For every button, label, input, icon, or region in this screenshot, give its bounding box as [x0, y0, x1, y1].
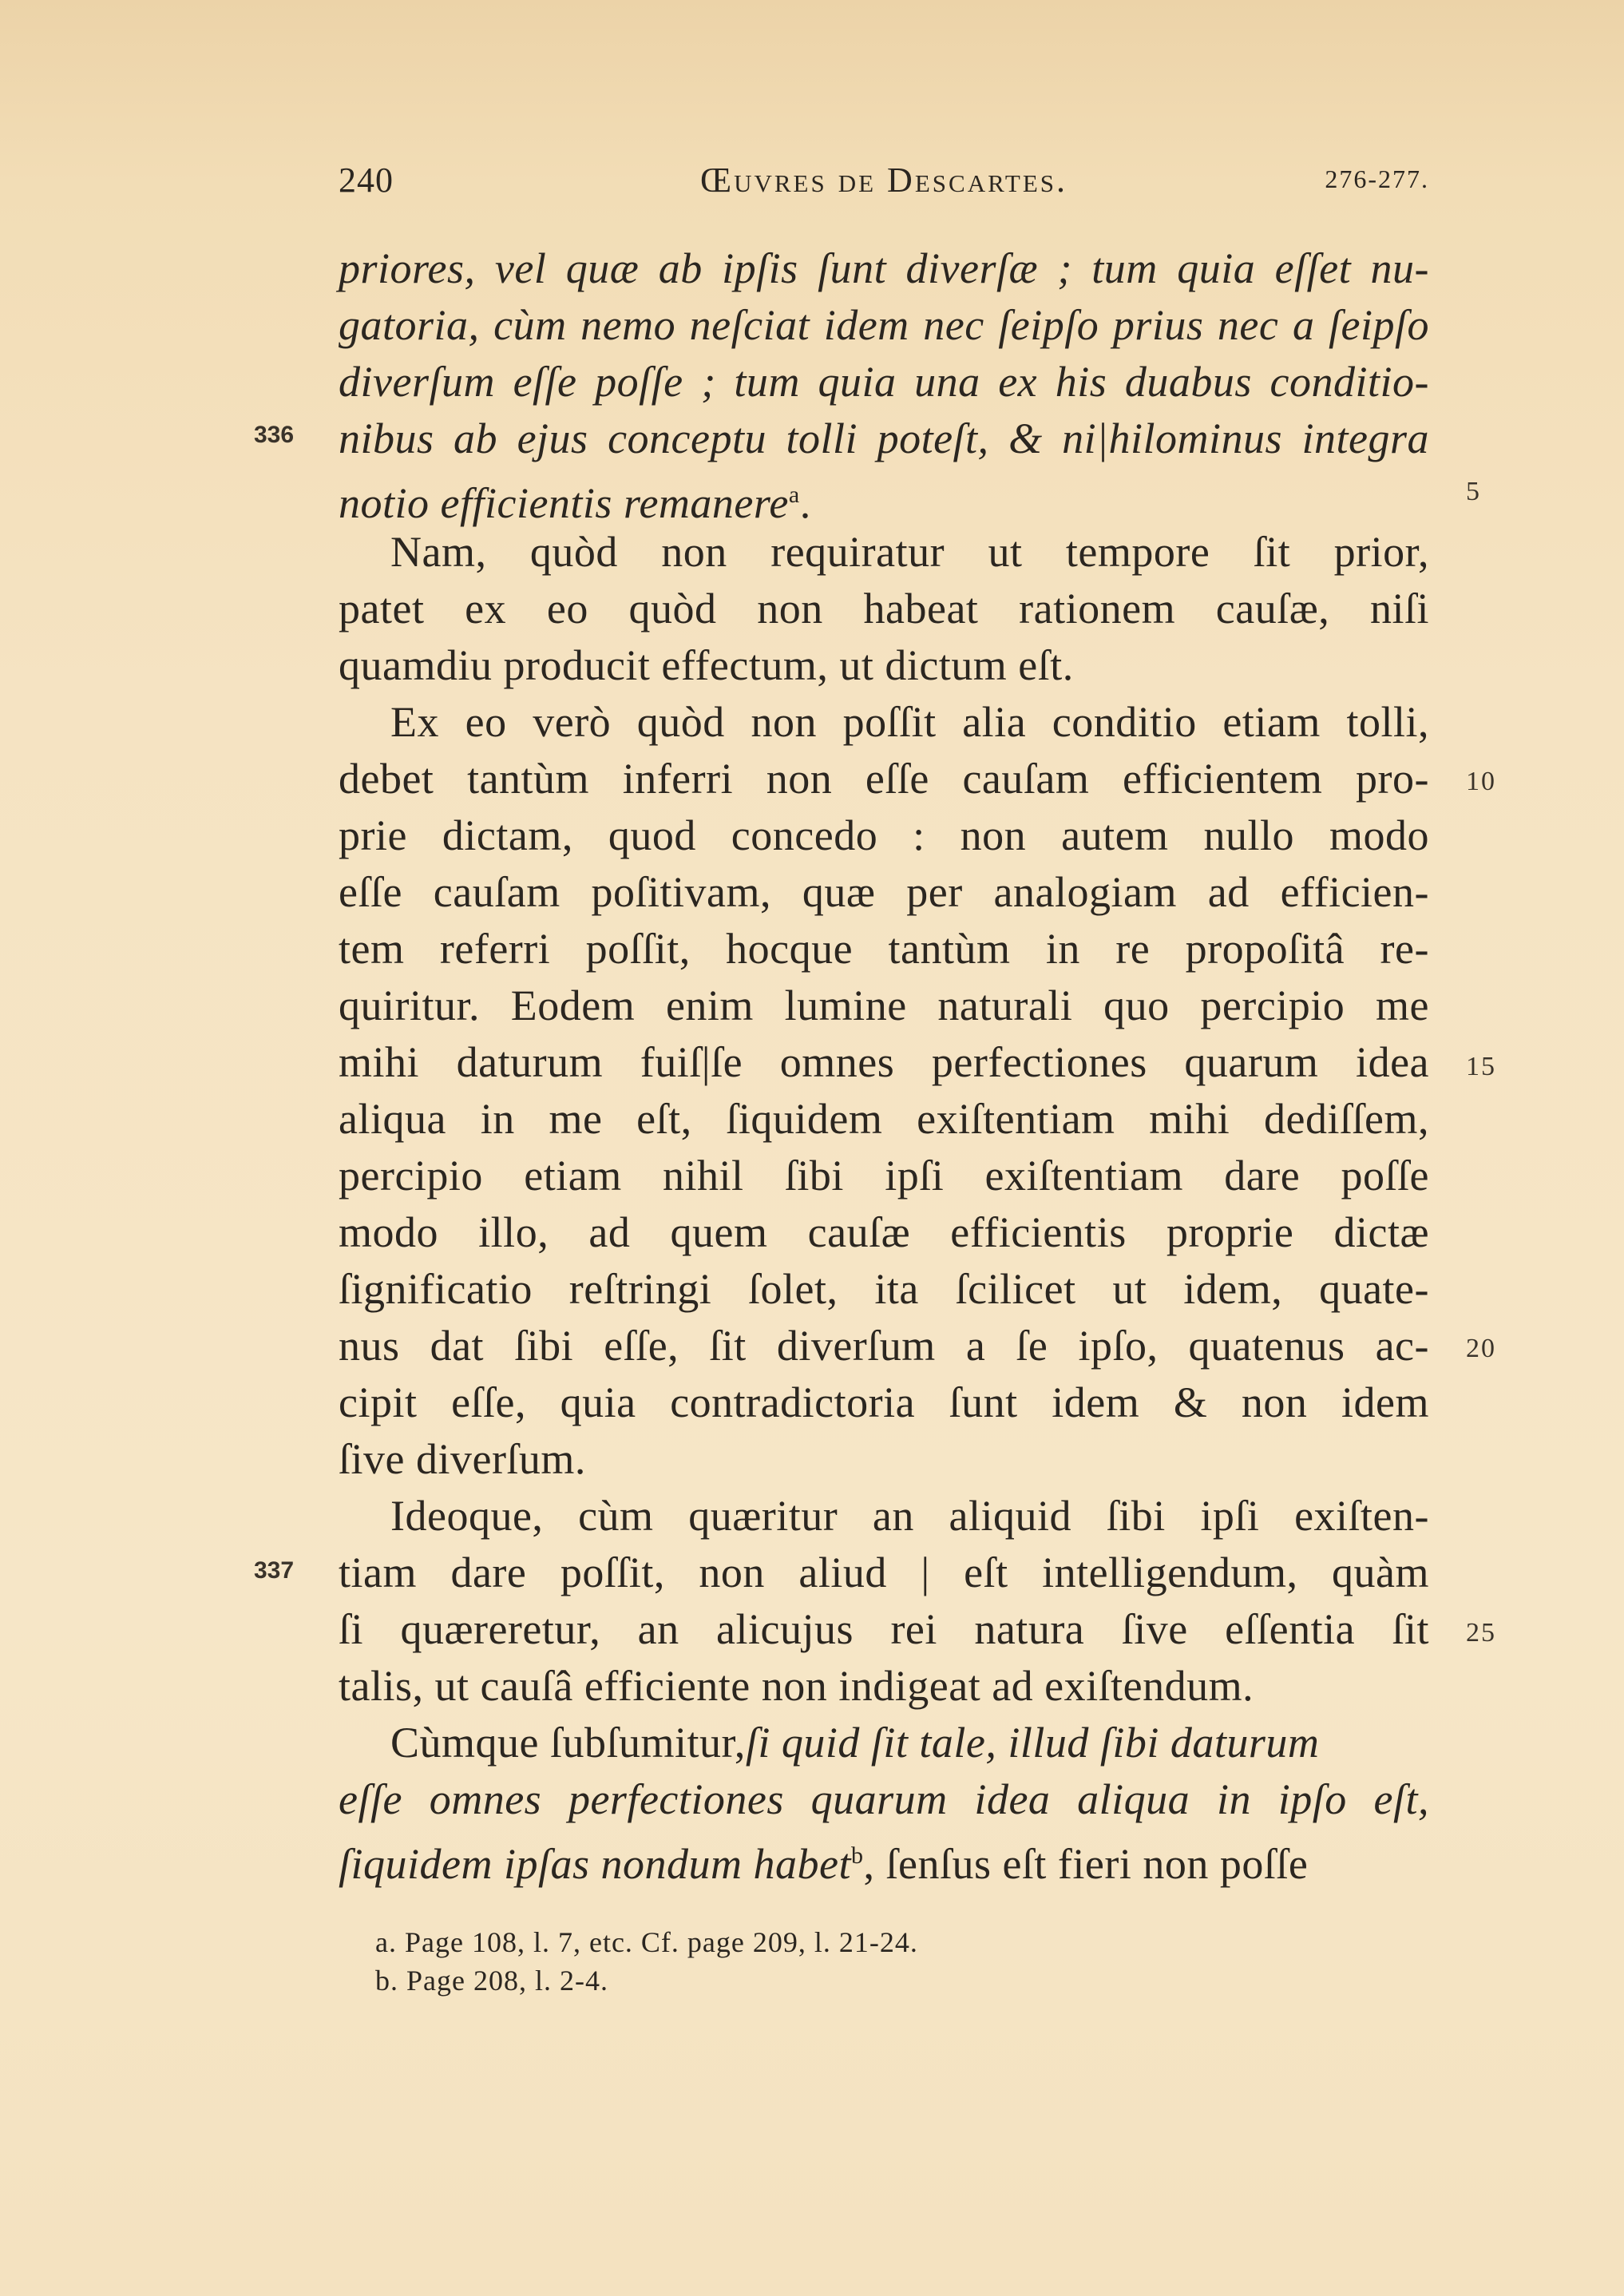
text-line: tiam dare poſſit, non aliud | eſt intelligendum, quàm [339, 1549, 1429, 1596]
text-line: diverſum eſſe poſſe ; tum quia una ex his duabus conditio- [339, 358, 1429, 406]
text-line: patet ex eo quòd non habeat rationem cauſæ, niſi [339, 585, 1429, 632]
page-reference: 276-277. [1325, 165, 1429, 193]
text-line: Ex eo verò quòd non poſſit alia conditio etiam tolli, [390, 698, 1429, 746]
text-line: percipio etiam nihil ſibi ipſi exiſtentiam dare poſſe [339, 1152, 1429, 1200]
footnote-a: a. Page 108, l. 7, etc. Cf. page 209, l. 21-24. [375, 1926, 918, 1958]
margin-page-337: 337 [254, 1557, 295, 1584]
footnote-b: b. Page 208, l. 2-4. [375, 1965, 608, 1997]
text-line [339, 466, 1429, 527]
text-line: prie dictam, quod concedo : non autem nullo modo [339, 811, 1429, 859]
text-segment: notio efficientis remanere [339, 479, 789, 527]
text-line: aliqua in me eſt, ſiquidem exiſtentiam mihi dediſſem, [339, 1095, 1429, 1143]
text-line: ſi quæreretur, an alicujus rei natura ſive eſſentia ſit [339, 1605, 1429, 1653]
text-line: quiritur. Eodem enim lumine naturali quo percipio me [339, 981, 1429, 1029]
text-line [390, 1714, 1429, 1771]
margin-page-336: 336 [254, 422, 295, 448]
text-line: nus dat ſibi eſſe, ſit diverſum a ſe ipſo, quatenus ac- [339, 1322, 1429, 1370]
text-line: nibus ab ejus conceptu tolli poteſt, & ni|hilominus integra [339, 414, 1429, 462]
text-segment-italic: ſi quid ſit tale, illud ſibi daturum [745, 1719, 1320, 1767]
text-line: eſſe cauſam poſitivam, quæ per analogiam ad efficien- [339, 868, 1429, 916]
line-number-10: 10 [1466, 767, 1496, 796]
footnote-marker-b: b [850, 1842, 864, 1869]
text-line: eſſe omnes perfectiones quarum idea aliqua in ipſo eſt, [339, 1775, 1429, 1823]
line-number-25: 25 [1466, 1618, 1496, 1648]
text-line: mihi daturum fuiſ|ſe omnes perfectiones quarum idea [339, 1038, 1429, 1086]
running-title: Œuvres de Descartes. [699, 161, 1068, 200]
text-line: ſignificatio reſtringi ſolet, ita ſcilicet ut idem, quate- [339, 1265, 1429, 1313]
text-segment: , ſenſus eſt fieri non poſſe [863, 1840, 1309, 1888]
text-line: tem referri poſſit, hocque tantùm in re propoſitâ re- [339, 925, 1429, 973]
text-line [339, 1827, 1429, 1888]
footnote-marker-a: a [788, 482, 800, 508]
running-header [339, 160, 1429, 211]
line-number-5: 5 [1466, 477, 1481, 506]
footnotes [375, 1923, 918, 2000]
text-line: cipit eſſe, quia contradictoria ſunt idem & non idem [339, 1378, 1429, 1426]
page-number: 240 [339, 161, 394, 200]
text-segment: Cùmque ſubſumitur, [390, 1719, 746, 1767]
text-segment-italic: ſiquidem ipſas nondum habet [339, 1840, 851, 1888]
text-line: ſive diverſum. [339, 1435, 586, 1483]
text-line: talis, ut cauſâ efficiente non indigeat ad exiſtendum. [339, 1662, 1254, 1710]
text-line: Nam, quòd non requiratur ut tempore ſit prior, [390, 528, 1429, 576]
line-number-20: 20 [1466, 1334, 1496, 1363]
line-number-15: 15 [1466, 1052, 1496, 1081]
sentence-period: . [799, 479, 811, 527]
text-line: quamdiu producit effectum, ut dictum eſt. [339, 641, 1074, 689]
text-line: gatoria, cùm nemo neſciat idem nec ſeipſo prius nec a ſeipſo [339, 301, 1429, 349]
text-line: Ideoque, cùm quæritur an aliquid ſibi ipſi exiſten- [390, 1492, 1429, 1540]
text-line: priores, vel quæ ab ipſis ſunt diverſæ ; tum quia eſſet nu- [339, 244, 1429, 292]
text-line: debet tantùm inferri non eſſe cauſam efficientem pro- [339, 755, 1429, 803]
text-line: modo illo, ad quem cauſæ efficientis proprie dictæ [339, 1208, 1429, 1256]
